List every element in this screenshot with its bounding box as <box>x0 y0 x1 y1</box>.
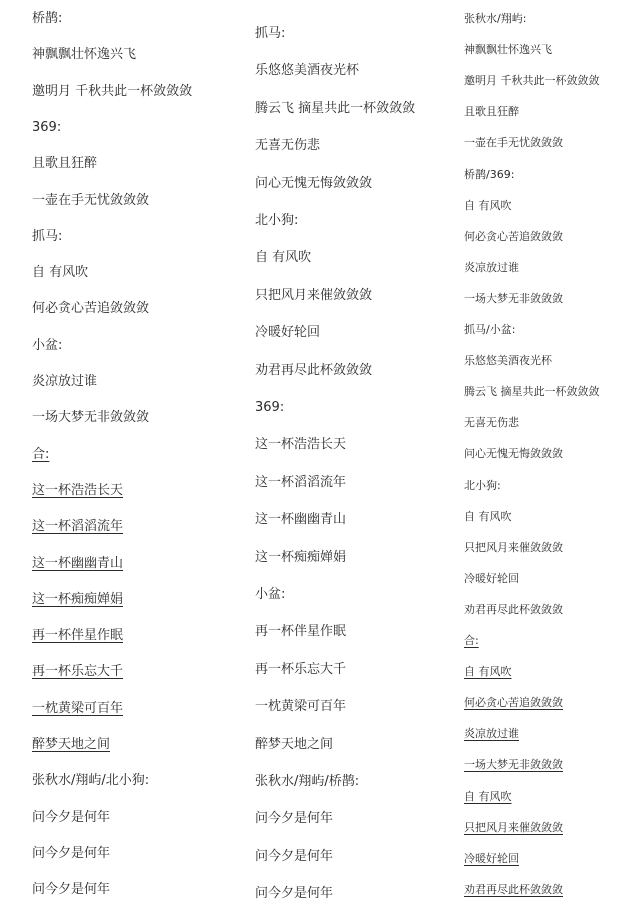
lyric-line: 只把风月来催敛敛敛 <box>464 540 563 554</box>
lyric-line: 劝君再尽此杯敛敛敛 <box>464 602 563 616</box>
lyric-line: 一壶在手无忧敛敛敛 <box>464 136 563 150</box>
lyric-line: 自 有风吹 <box>464 789 512 803</box>
lyric-line: 这一杯浩浩长天 <box>32 482 124 498</box>
lyric-line: 神飘飘壮怀逸兴飞 <box>464 43 552 57</box>
lyric-line: 何必贪心苦追敛敛敛 <box>464 229 563 243</box>
lyric-line: 问今夕是何年 <box>255 886 334 902</box>
lyric-line: 炎凉放过谁 <box>32 374 98 389</box>
lyric-line: 369: <box>32 119 62 135</box>
lyric-line: 合: <box>32 446 50 462</box>
lyric-line: 问心无愧无悔敛敛敛 <box>255 175 373 191</box>
lyric-line: 醉梦天地之间 <box>255 736 334 752</box>
lyric-line: 这一杯痴痴婵娟 <box>32 591 124 607</box>
lyric-line: 无喜无伤悲 <box>464 416 519 430</box>
lyric-line: 只把风月来催敛敛敛 <box>255 287 373 303</box>
lyric-line: 抓马: <box>32 228 63 244</box>
lyric-line: 一枕黄梁可百年 <box>255 699 347 715</box>
lyric-line: 合: <box>464 634 479 647</box>
lyric-line: 问今夕是何年 <box>255 848 334 864</box>
lyric-line: 这一杯滔滔流年 <box>32 519 124 535</box>
lyric-line: 神飘飘壮怀逸兴飞 <box>32 47 137 63</box>
lyric-line: 乐悠悠美酒夜光杯 <box>255 63 360 79</box>
lyric-line: 自 有风吹 <box>255 250 312 266</box>
lyric-line: 邀明月 千秋共此一杯敛敛敛 <box>32 83 193 99</box>
lyric-line: 冷暖好轮回 <box>255 325 321 341</box>
lyric-line: 自 有风吹 <box>464 665 512 679</box>
lyric-line: 腾云飞 摘星共此一杯敛敛敛 <box>255 100 416 116</box>
lyric-line: 问今夕是何年 <box>32 845 111 861</box>
lyric-line: 再一杯乐忘大千 <box>32 664 124 680</box>
lyric-line: 抓马/小盆: <box>464 323 516 336</box>
lyric-line: 再一杯伴星作眠 <box>255 624 347 640</box>
lyric-line: 问今夕是何年 <box>255 811 334 827</box>
lyric-line: 这一杯痴痴婵娟 <box>255 549 347 565</box>
lyric-line: 一场大梦无非敛敛敛 <box>464 291 563 305</box>
lyric-line: 问今夕是何年 <box>32 882 111 898</box>
lyric-line: 小盆: <box>32 337 63 353</box>
lyric-line: 自 有风吹 <box>464 198 512 212</box>
lyric-line: 这一杯幽幽青山 <box>32 555 124 571</box>
lyric-line: 冷暖好轮回 <box>464 571 519 585</box>
lyric-line: 一场大梦无非敛敛敛 <box>32 410 150 426</box>
lyric-line: 抓马: <box>255 26 286 41</box>
lyric-line: 一场大梦无非敛敛敛 <box>464 758 563 772</box>
lyric-line: 一枕黄梁可百年 <box>32 700 124 716</box>
lyric-line: 醉梦天地之间 <box>32 737 111 752</box>
lyric-line: 邀明月 千秋共此一杯敛敛敛 <box>464 74 600 88</box>
lyric-line: 自 有风吹 <box>464 509 512 523</box>
lyric-line: 问心无愧无悔敛敛敛 <box>464 447 563 461</box>
lyric-line: 问今夕是何年 <box>32 809 111 825</box>
lyric-line: 小盆: <box>255 587 286 602</box>
lyric-line: 张秋水/翔屿/桥鹊: <box>255 774 360 789</box>
lyric-line: 腾云飞 摘星共此一杯敛敛敛 <box>464 385 600 399</box>
lyric-line: 这一杯滔滔流年 <box>255 474 347 490</box>
lyric-line: 炎凉放过谁 <box>464 260 519 274</box>
lyric-line: 乐悠悠美酒夜光杯 <box>464 354 552 368</box>
lyric-line: 何必贪心苦追敛敛敛 <box>32 301 150 317</box>
lyric-line: 北小狗: <box>464 478 501 492</box>
lyric-line: 无喜无伤悲 <box>255 138 321 154</box>
lyric-line: 再一杯伴星作眠 <box>32 628 124 644</box>
lyric-line: 张秋水/翔屿: <box>464 12 527 25</box>
lyric-line: 再一杯乐忘大千 <box>255 661 347 677</box>
lyric-line: 这一杯幽幽青山 <box>255 512 347 528</box>
lyric-line: 自 有风吹 <box>32 265 89 281</box>
lyric-line: 一壶在手无忧敛敛敛 <box>32 192 150 208</box>
lyric-line: 炎凉放过谁 <box>464 727 519 741</box>
lyric-line: 且歌且狂醉 <box>32 156 98 172</box>
lyric-line: 只把风月来催敛敛敛 <box>464 820 563 834</box>
lyric-line: 劝君再尽此杯敛敛敛 <box>464 882 563 896</box>
lyric-line: 369: <box>255 400 285 415</box>
lyric-line: 何必贪心苦追敛敛敛 <box>464 696 563 710</box>
lyric-line: 北小狗: <box>255 213 299 228</box>
lyric-line: 冷暖好轮回 <box>464 851 519 865</box>
lyric-line: 且歌且狂醉 <box>464 105 519 119</box>
lyric-line: 张秋水/翔屿/北小狗: <box>32 773 150 789</box>
lyric-line: 桥鹊: <box>32 11 63 26</box>
lyric-line: 劝君再尽此杯敛敛敛 <box>255 362 373 378</box>
lyric-line: 这一杯浩浩长天 <box>255 437 347 453</box>
lyric-line: 桥鹊/369: <box>464 167 515 181</box>
